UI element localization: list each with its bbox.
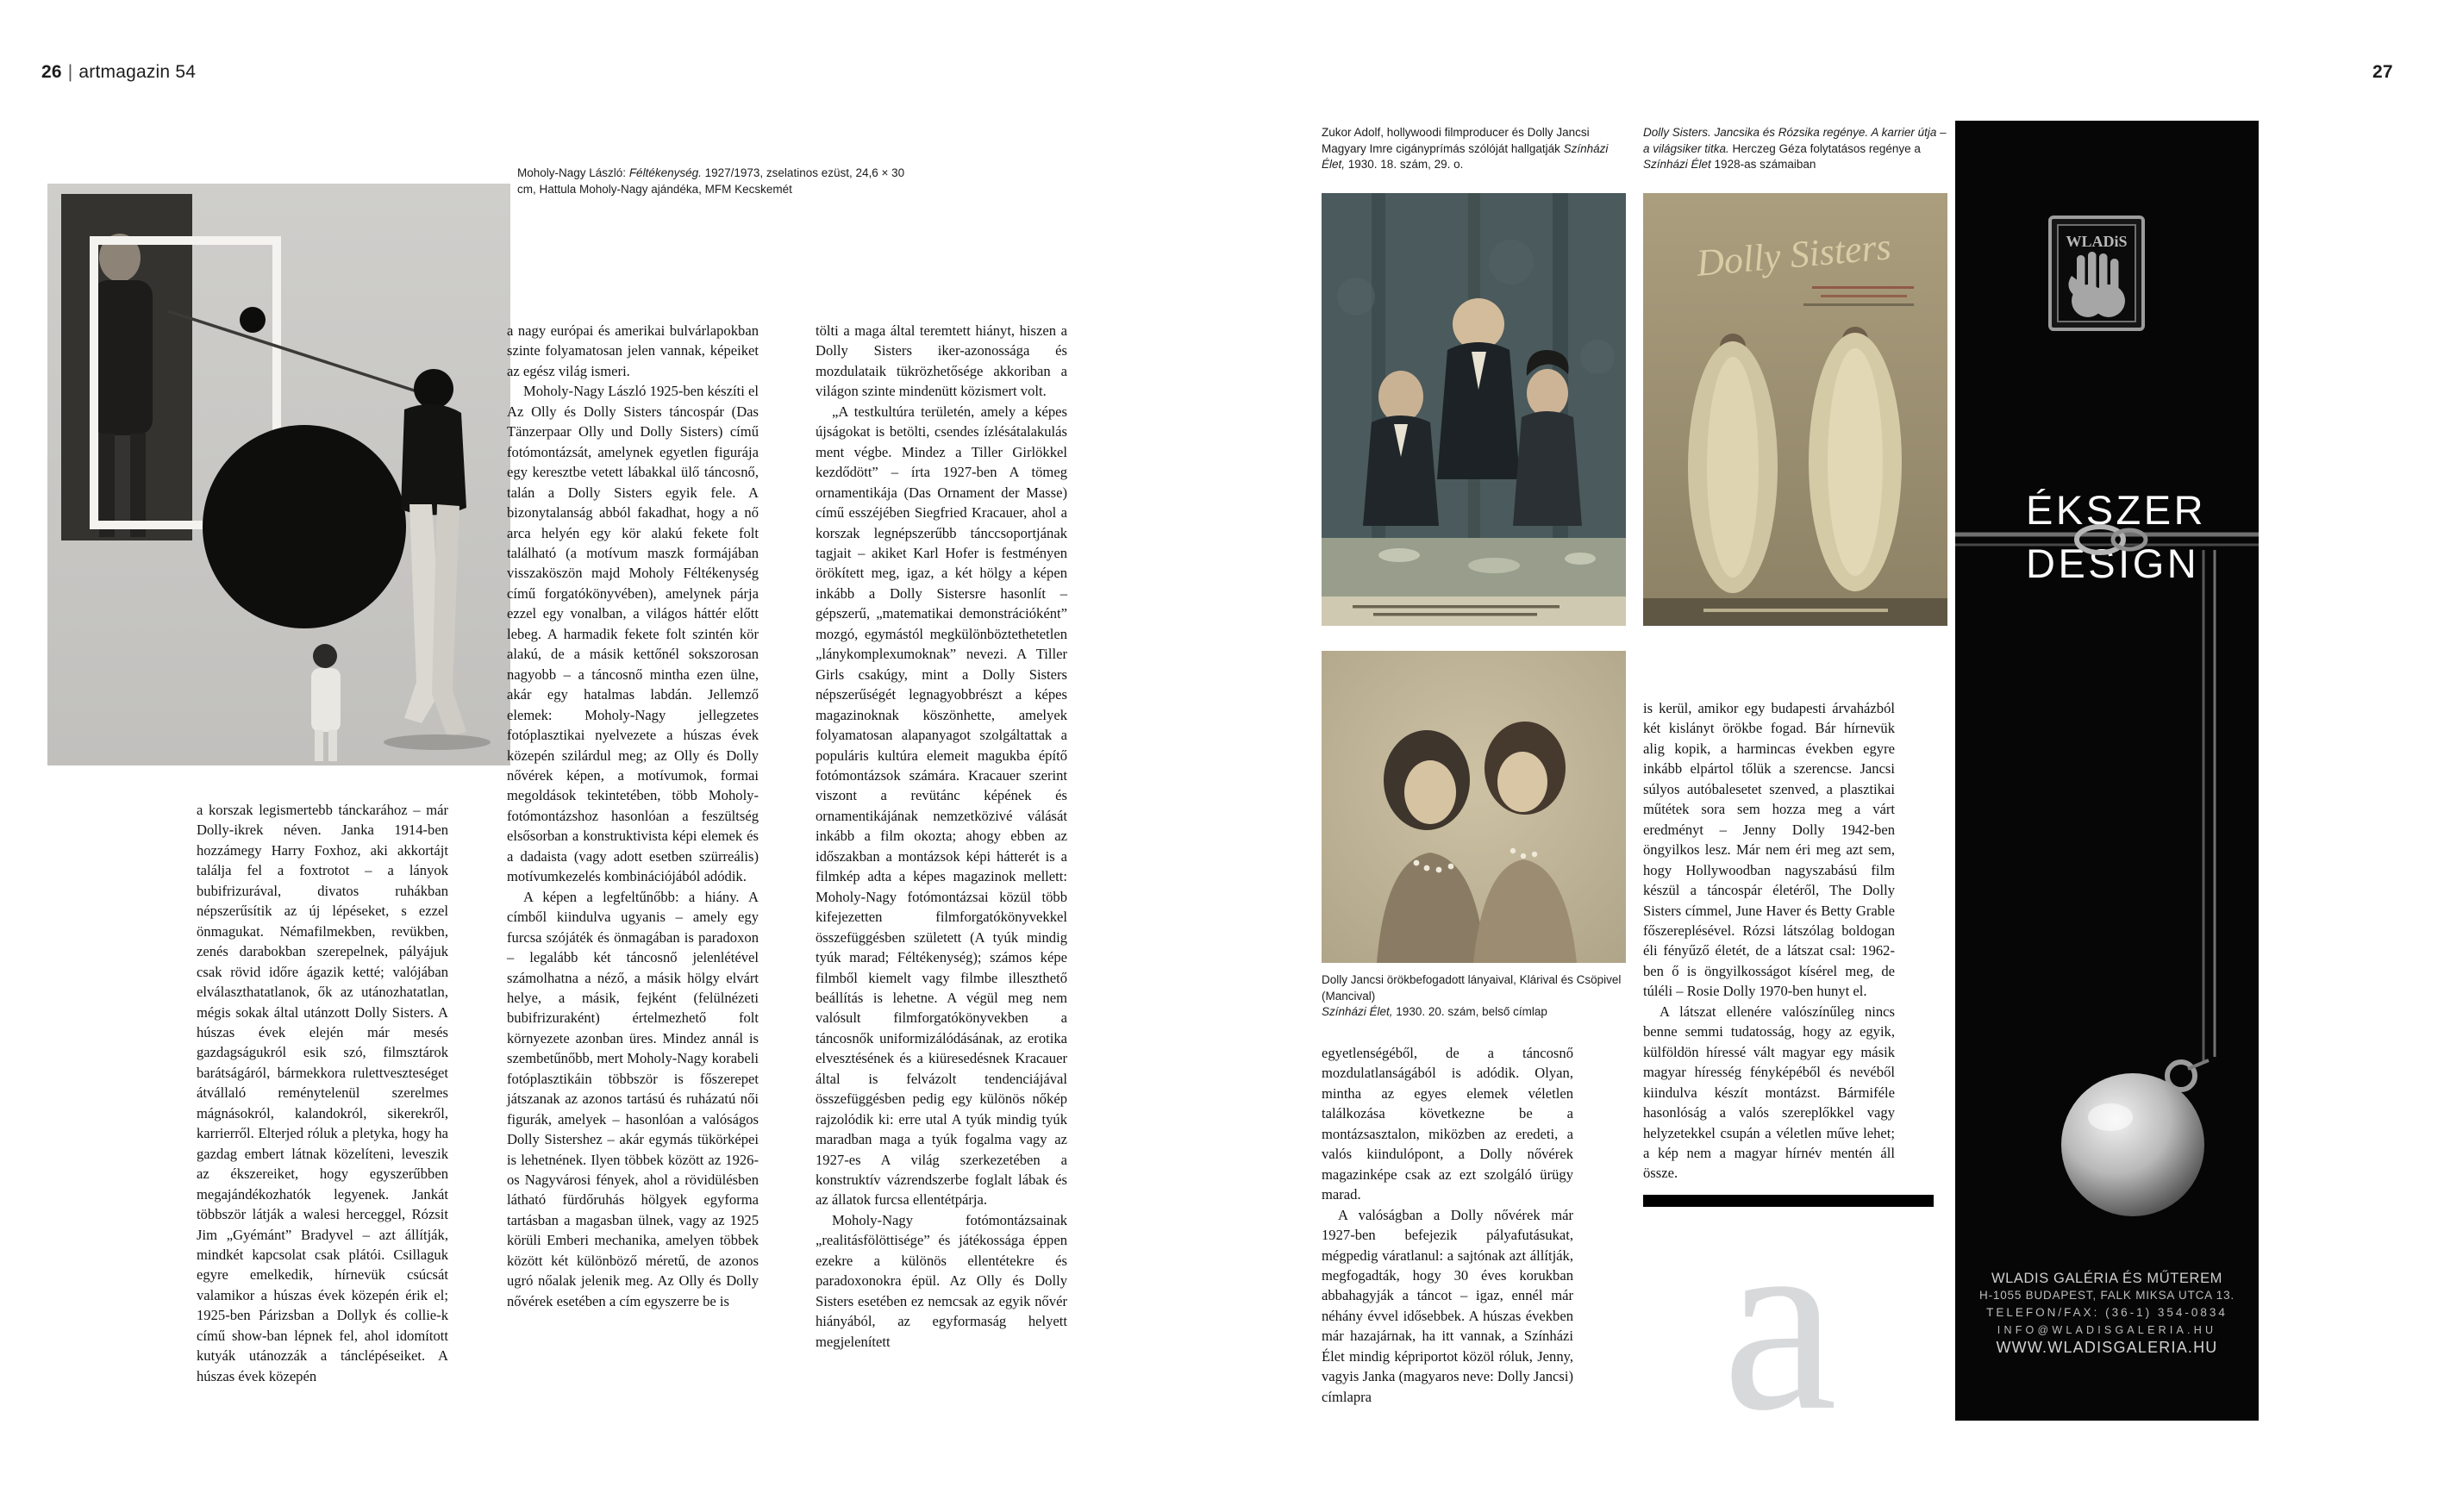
artwork-title: Féltékenység. bbox=[628, 166, 702, 179]
caption-text: Moholy-Nagy László: bbox=[517, 166, 629, 179]
wladis-advertisement bbox=[1955, 121, 2259, 1421]
paragraph: a korszak legismertebb tánckarához – már Dolly-ikrek néven. Janka 1914-ben hozzámegy Harry Foxhoz, aki akkortájt találja fel a foxtrotot – a lányok bubifrizurával, divatos ruhákban népszerűsítik az új lépéseket, s ezzel önmagukat. Némafilmekben, revükben, zenés darabokban szerepelnek, pályájuk csak rövid időre ágazik ketté; valójában elválaszthatatlanok, ők az utánozhatatlan, mégis sokak által utánzott Dolly Sisters. A húszas évek elején már mesés gazdagságukról esik szó, filmsztárok barátságáról, bármekkora rulettveszteséget átvállaló reménytelenül szerelmes mágnásokról, kalandokról, sikerekről, karrierről. Elterjed róluk a pletyka, hogy ha gazdag embert látnak közelíteni, leveszik az ékszereiket, hogy egyszerűbben megajándékozhatók legyenek. Jankát többször látják a walesi herceggel, Rózsit Jim „Gyémánt” Bradyvel – azt állítják, mindkét kapcsolat csak plátói. Csillaguk egyre emelkedik, hírnevük csúcsát valamikor a húszas évek közepén érik el; 1925-ben Párizsban a Dollyk és collie-k című show-ban lépnek fel, ahol idomított kutyák utánozzák a tánclépéseiket. A húszas évek közepén bbox=[197, 802, 448, 1384]
ad-headline-design: DESIGN bbox=[2026, 540, 2200, 586]
caption-text: Herczeg Géza folytatásos regénye a bbox=[1728, 141, 1921, 155]
photo-adopted-daughters bbox=[1322, 651, 1626, 963]
paragraph: A látszat ellenére valószínűleg nincs benne semmi tudatosság, hogy az egyik, külföldön híressé vált magyar egy másik magyar híresség fényképéből és nevéből kiindulva készít montázst. Bármiféle hasonlóság a valós szereplőkkel vagy helyzetekkel csupán a véletlen műve lehet; a kép nem a magyar hírnév mentén áll össze. bbox=[1643, 1003, 1895, 1182]
paragraph: a nagy európai és amerikai bulvárlapokban szinte folyamatosan jelen vannak, képeiket az egész világ ismeri. bbox=[507, 322, 759, 379]
caption-text: 1930. 20. szám, belső címlap bbox=[1392, 1005, 1547, 1019]
source-title: Színházi Élet, bbox=[1322, 1005, 1393, 1019]
ad-website: WWW.WLADISGALERIA.HU bbox=[1996, 1339, 2218, 1356]
paragraph: A valóságban a Dolly nővérek már 1927-ben befejezik pályafutásukat, mégpedig váratlanul: a sajtónak azt állítják, megfogadták, hogy 30 éves korukban abbahagyják a táncot – igaz, ennél már néhány évvel idősebbek. A húszas években már hazajárnak, ha itt vannak, a Színházi Élet mindig képriportot közöl róluk, Jenny, vagyis Janka (magyaros neve: Dolly Jancsi) címlapra bbox=[1322, 1206, 1573, 1405]
article-column-4 bbox=[1322, 1043, 1573, 1407]
paragraph: A képen a legfeltűnőbb: a hiány. A címből kiindulva ugyanis – amely egy furcsa szójáték és önmagában is paradoxon – legalább két táncosnő jelenlétével számolhatna a néző, a másik hölgy elvárt helye, a másik, fejként (felülnézeti bubifrizuraként) értelmezhető folt környezete azonban üres. Mindez annál is szembetűnőbb, mert Moholy-Nagy korabeli fotóplasztikáin többször is főszerepet játszanak az azonos tartású és ruházatú női figurák, amelyek – hasonlóan a valóságos Dolly Sistershez – akár egymás tükörképei is lehetnének. Ilyen többek között az 1926-os Nagyvárosi fények, ahol a rövidülésben látható fürdőruhás hölgyek egyforma tartásban a magasban ülnek, vagy az 1925 körüli Emberi mechanika, amelyen többek között két különböző méretű, de azonos ugró nőalak jelenik meg. Az Olly és Dolly nővérek esetében a cím egyszerre be is bbox=[507, 888, 759, 1309]
ad-gallery-name: WLADIS GALÉRIA ÉS MŰTEREM bbox=[1991, 1271, 2223, 1286]
ad-email: INFO@WLADISGALERIA.HU bbox=[1997, 1324, 2217, 1336]
ad-address-block bbox=[1955, 1270, 2259, 1356]
caption-daughters-photo bbox=[1322, 972, 1625, 1021]
ad-street-address: H-1055 BUDAPEST, FALK MIKSA UTCA 13. bbox=[1979, 1289, 2235, 1302]
article-column-1 bbox=[197, 800, 448, 1386]
folio-left bbox=[41, 62, 196, 83]
article-column-3 bbox=[816, 321, 1067, 1352]
caption-moholy-artwork bbox=[517, 166, 907, 197]
source-title: Színházi Élet, bbox=[1322, 141, 1609, 172]
page-number-left: 26 bbox=[41, 62, 62, 82]
ad-headline-ekszer: ÉKSZER bbox=[2026, 487, 2207, 533]
paragraph: Moholy-Nagy László 1925-ben készíti el Az Olly és Dolly Sisters táncospár (Das Tänzerpaar Olly und Dolly Sisters) című fotómontázsát, amelynek egyetlen figurája egy keresztbe vetett lábakkal ülő táncosnő, talán a Dolly Sisters egyik fele. A bizonytalanság abból fakadhat, hogy a nő arca helyén egy kör alakú fekete folt található (a motívum maszk formájában visszaköszön majd Moholy Féltékenység című forgatókönyvében), amelynek párja ezzel egy vonalban, a világos háttér előtt lebeg. A harmadik fekete folt szintén kör alakú, de a másik kettőnél sokszorosan nagyobb – a táncosnő mintha ezen ülne, akár egy hatalmas labdán. Jellemző elemek: Moholy-Nagy jellegzetes fotóplasztikai nyelvezete a húszas évek közepén szilárdul meg; az Olly és Dolly nővérek képen, a motívumok, formai megoldások tekintetében, több Moholy-fotómontázshoz hasonlóan a feszültség elsősorban a konstruktivista képi elemek és a dadaista (vagy adott esetben szürreális) motívumkezelés kombinációjából adódik. bbox=[507, 383, 759, 885]
article-column-2 bbox=[507, 321, 759, 1311]
jewelry-necklace-image bbox=[1955, 121, 2259, 1421]
caption-text: 1930. 18. szám, 29. o. bbox=[1345, 158, 1464, 172]
wladis-logo-text: WLADiS bbox=[2066, 233, 2128, 250]
paragraph: is kerül, amikor egy budapesti árvaházból két kislányt örökbe fogad. Bár hírnevük alig kopik, a harmincas években egyre inkább elpártol tőlük a szerencse. Jancsi súlyos autóbalesetet szenved, a plasztikai műtétek sora sem hozza meg a várt eredményt – Jenny Dolly 1942-ben öngyilkos lesz. Már nem éri meg azt sem, hogy Hollywoodban nagyszabású film készül a táncospár életéről, The Dolly Sisters címmel, June Haver és Betty Grable főszereplésével. Rózsi látszólag boldogan éli fényűző életét, de a látszat csal: 1962-ben ő is öngyilkosságot kísérel meg, de túléli – Rosie Dolly 1970-ben hunyt el. bbox=[1643, 700, 1895, 1000]
paragraph: tölti a maga által teremtett hiányt, hiszen a Dolly Sisters iker-azonossága és mozdulataik tükrözhetősége akkoriban a világon szinte mindenütt közismert volt. bbox=[816, 322, 1067, 400]
paragraph: Moholy-Nagy fotómontázsainak „realitásfölöttisége” és játékossága éppen ezekre a különös ellentétekre és paradoxonokra épül. Az Olly és Dolly Sisters esetében ez nemcsak az egyik nővér hiányából, az egyformaság helyett megjelenített bbox=[816, 1211, 1067, 1350]
source-title: Színházi Élet bbox=[1643, 158, 1711, 172]
caption-zukor-photo bbox=[1322, 125, 1625, 173]
photo-dolly-sisters-poster bbox=[1643, 193, 1947, 626]
paragraph: „A testkultúra területén, amely a képes újságokat is betölti, csendes ízlésátalakulás ment végbe. Mindez a Tiller Girlökkel kezdődött” – írta 1927-ben A tömeg ornamentikája (Das Ornament der Masse) című esszéjében Siegfried Kracauer, ahol a korszak legnépszerűbb tánccsoportjának tagjait – akiket Karl Hofer is festményen örökített meg, igaz, a két hölgy a képen inkább a Dolly Sistersre hasonlít – gépszerű, „matematikai demonstrációként” mozgó, egymástól megkülönböztethetetlen „lánykomplexumoknak” nevezi. A Tiller Girls csakúgy, mint a Dolly Sisters népszerűségét legnagyobbrészt a képes magazinoknak köszönhette, amelyek folyamatosan alapanyagot szolgáltattak a populáris kultúra elemeit magukba építő fotómontázsok számára. Kracauer szerint viszont a revütánc képének és ornamentikájának nemzetközivé válását inkább a film okozta; ahogy ebben az időszakban a montázsok képi hátterét is a filmkép adta a képes magazinok mellett: Moholy-Nagy fotómontázsai közül több kifejezetten filmforgatókönyvekkel összefüggésben született (A tyúk mindig tyúk marad; Féltékenység); számos képe filmből kiemelt vagy filmbe illeszthető beállítás is lehetne. A végül meg nem valósult filmforgatókönyvekben a táncosnők uniformizálódásának, az erotika elvesztésének és a kiüresedésnek Kracauer által is felvázolt tendenciájával összefüggésben pedig egy különös nőkép rajzolódik ki: erre utal A tyúk mindig tyúk maradban maga a tyúk fogalma vagy az 1927-es A világ szerkezetében a konstruktív vázrendszerbe foglalt lábak és az állatok furcsa ellentétpárja. bbox=[816, 403, 1067, 1209]
paragraph: egyetlenségéből, de a táncosnő mozdulatlanságából is adódik. Olyan, mintha az egyes elemek véletlen találkozása következne be a montázsasztalon, miközben az eredeti, a valós kiindulópont, a Dolly nővérek magazinképe csak az ezt szolgáló ürügy marad. bbox=[1322, 1045, 1573, 1203]
caption-text: 1927/1973, zselatinos ezüst, 24,6 × 30 cm, Hattula Moholy-Nagy ajándéka, MFM Kecskemét bbox=[517, 166, 905, 196]
magazine-title: artmagazin 54 bbox=[78, 62, 197, 82]
caption-text: Dolly Jancsi örökbefogadott lányaival, Klárival és Csöpivel (Mancival) bbox=[1322, 973, 1622, 1003]
article-column-5 bbox=[1643, 698, 1895, 1184]
artmagazin-a-watermark: a bbox=[1722, 1178, 1838, 1464]
page-number-right: 27 bbox=[2372, 62, 2393, 82]
caption-poster bbox=[1643, 125, 1947, 173]
poster-script-title: Dolly Sisters bbox=[1694, 225, 1893, 284]
folio-separator: | bbox=[67, 62, 73, 82]
caption-text: 1928-as számaiban bbox=[1710, 158, 1816, 172]
photo-zukor-group bbox=[1322, 193, 1626, 626]
ad-phone: TELEFON/FAX: (36-1) 354-0834 bbox=[1986, 1306, 2228, 1319]
novel-title: Dolly Sisters. Jancsika és Rózsika regénye. A karrier útja – a világsiker titka. bbox=[1643, 126, 1947, 155]
photomontage-jealousy-image bbox=[47, 184, 510, 765]
caption-text: Zukor Adolf, hollywoodi filmproducer és Dolly Jancsi Magyary Imre cigányprímás szólóját hallgatják bbox=[1322, 126, 1590, 155]
